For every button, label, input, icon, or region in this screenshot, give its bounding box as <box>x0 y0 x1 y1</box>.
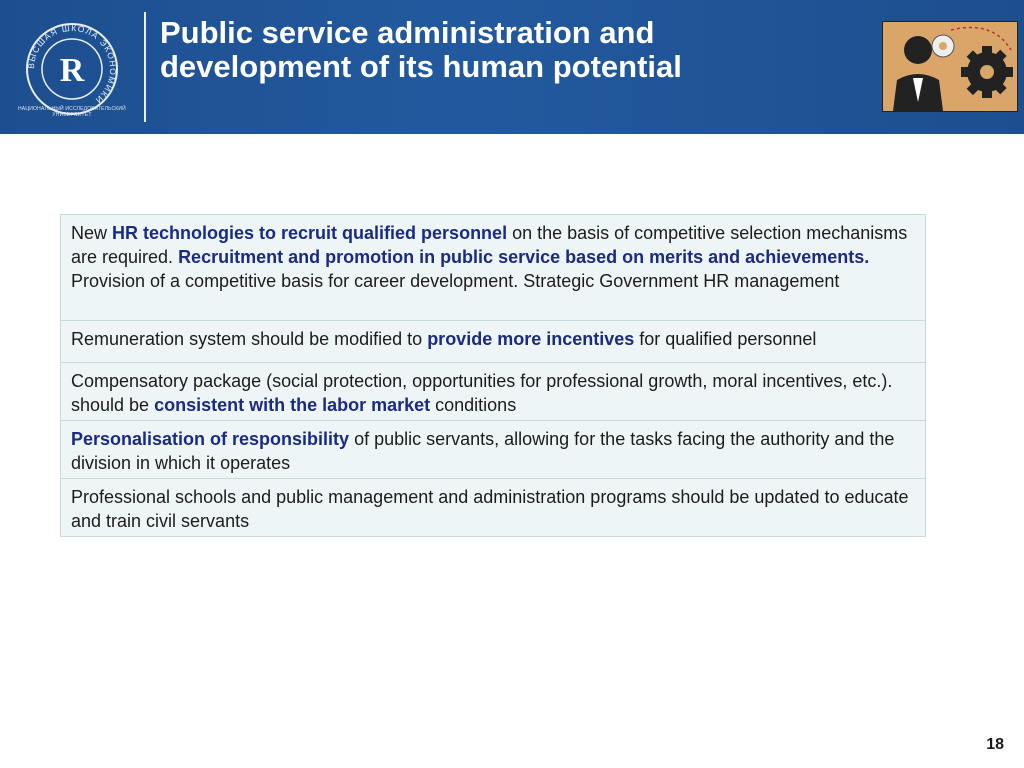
small-gear-icon <box>932 35 954 57</box>
table-row <box>61 478 925 536</box>
table-row <box>61 420 925 478</box>
emphasis-text: HR technologies to recruit qualified personnel <box>112 223 508 243</box>
row-text: Compensatory package (social protection, opportunities for professional growth, moral incentives, etc.). should be <box>71 371 893 415</box>
logo-ring-text: ВЫСШАЯ ШКОЛА ЭКОНОМИКИ <box>25 22 119 107</box>
page-title <box>160 16 860 84</box>
title-line-2: development of its human potential <box>160 49 682 84</box>
row-text: conditions <box>430 395 517 415</box>
row-text: Provision of a competitive basis for career development. Strategic Government HR management <box>71 271 840 291</box>
emphasis-text: Personalisation of responsibility <box>71 429 350 449</box>
logo-caption <box>14 106 130 118</box>
table-row <box>61 320 925 362</box>
table-row <box>61 362 925 420</box>
header-divider <box>144 12 146 122</box>
row-text: for qualified personnel <box>634 329 817 349</box>
emphasis-text: Recruitment and promotion in public service based on merits and achievements. <box>178 247 870 267</box>
gears-people-illustration <box>882 21 1018 112</box>
title-line-1: Public service administration and <box>160 15 655 50</box>
row-text: Remuneration system should be modified to <box>71 329 428 349</box>
page-number: 18 <box>986 736 1004 753</box>
logo-caption-line1: НАЦИОНАЛЬНЫЙ ИССЛЕДОВАТЕЛЬСКИЙ <box>18 106 126 112</box>
emphasis-text: provide more incentives <box>427 329 635 349</box>
table-row <box>61 214 925 320</box>
emphasis-text: consistent with the labor market <box>154 395 431 415</box>
header-bar <box>0 0 1024 134</box>
row-text: Professional schools and public management and administration programs should be updated to educate and train civil servants <box>71 487 909 531</box>
logo-caption-line2: УНИВЕРСИТЕТ <box>52 112 92 118</box>
logo-letter: R <box>59 52 85 89</box>
content-table <box>60 214 926 537</box>
row-text: of public servants, allowing for the tasks facing the authority and the division in which it operates <box>71 429 895 473</box>
row-text: on the basis of competitive selection mechanisms are required. <box>71 223 908 267</box>
row-text: New <box>71 223 113 243</box>
